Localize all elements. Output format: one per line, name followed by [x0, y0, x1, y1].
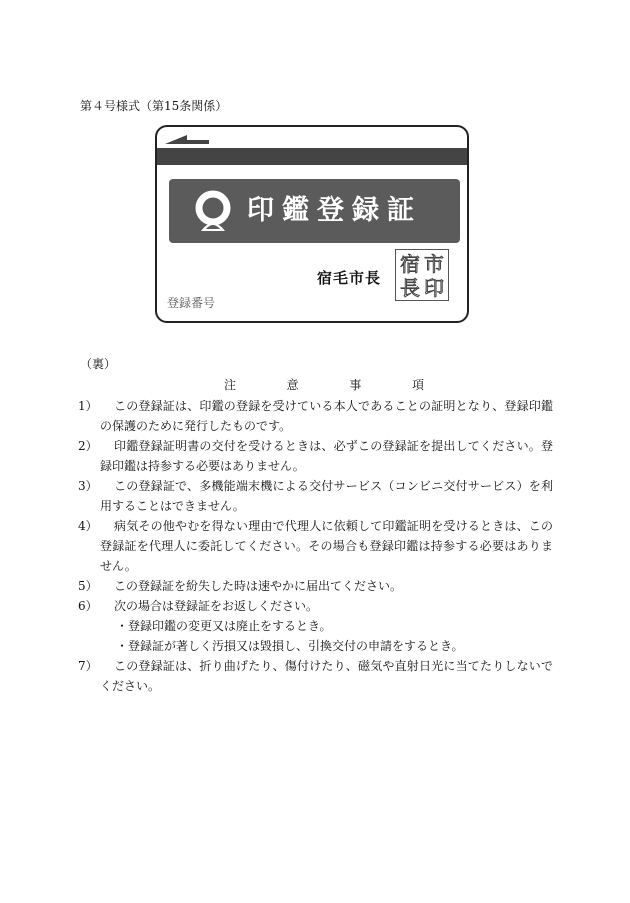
registration-card — [155, 125, 469, 323]
notice-item-text: この登録証で、多機能端末機による交付サービス（コンビニ交付サービス）を利用することはできません。 — [100, 479, 553, 513]
seal-char: 長 — [400, 276, 420, 300]
notice-item-number: 6） — [78, 599, 98, 613]
notice-item-text: 印鑑登録証明書の交付を受けるときは、必ずこの登録証を提出してください。登録印鑑は持参する必要はありません。 — [100, 439, 553, 473]
issuer-name: 宿毛市長 — [317, 269, 382, 287]
notice-list — [78, 396, 553, 696]
notice-title-char: 注 — [224, 378, 237, 392]
back-side-label: （裏） — [80, 357, 117, 371]
notice-item-number: 7） — [78, 659, 98, 673]
notice-title — [224, 376, 424, 393]
magnetic-stripe — [157, 148, 467, 165]
seal-char: 宿 — [400, 252, 420, 276]
official-seal — [395, 249, 449, 301]
registration-number-label: 登録番号 — [167, 296, 216, 310]
notice-item-text: 病気その他やむを得ない理由で代理人に依頼して印鑑証明を受けるときは、この登録証を代理人に委託してください。その場合も登録印鑑は持参する必要はありません。 — [100, 519, 553, 573]
notice-item — [78, 516, 553, 576]
notice-item-text: この登録証は、印鑑の登録を受けている本人であることの証明となり、登録印鑑の保護のために発行したものです。 — [100, 399, 553, 433]
insert-arrow-icon — [165, 133, 209, 145]
notice-item-number: 2） — [78, 439, 98, 453]
notice-item — [78, 476, 553, 516]
notice-item-number: 1） — [78, 399, 98, 413]
notice-item — [78, 396, 553, 436]
notice-item-text: この登録証は、折り曲げたり、傷付けたり、磁気や直射日光に当てたりしないでください。 — [100, 659, 553, 693]
notice-item-number: 4） — [78, 519, 98, 533]
notice-sub-bullet: ・登録証が著しく汚損又は毀損し、引換交付の申請をするとき。 — [116, 639, 464, 653]
notice-item-text: 次の場合は登録証をお返しください。 — [114, 599, 319, 613]
notice-item — [78, 436, 553, 476]
notice-sub-bullet: ・登録印鑑の変更又は廃止をするとき。 — [116, 619, 332, 633]
notice-item — [78, 576, 553, 596]
card-title-band — [169, 179, 460, 243]
notice-title-char: 項 — [411, 378, 424, 392]
notice-item — [78, 596, 553, 616]
q-logo-icon — [191, 189, 235, 233]
card-title: 印鑑登録証 — [247, 195, 422, 226]
notice-item-number: 5） — [78, 579, 98, 593]
notice-item-number: 3） — [78, 479, 98, 493]
notice-item-text: この登録証を紛失した時は速やかに届出てください。 — [114, 579, 403, 593]
notice-title-char: 意 — [286, 378, 299, 392]
seal-char: 印 — [424, 276, 444, 300]
notice-item — [78, 656, 553, 696]
seal-char: 市 — [424, 252, 444, 276]
form-header: 第４号様式（第15条関係） — [80, 99, 228, 113]
notice-title-char: 事 — [349, 378, 362, 392]
